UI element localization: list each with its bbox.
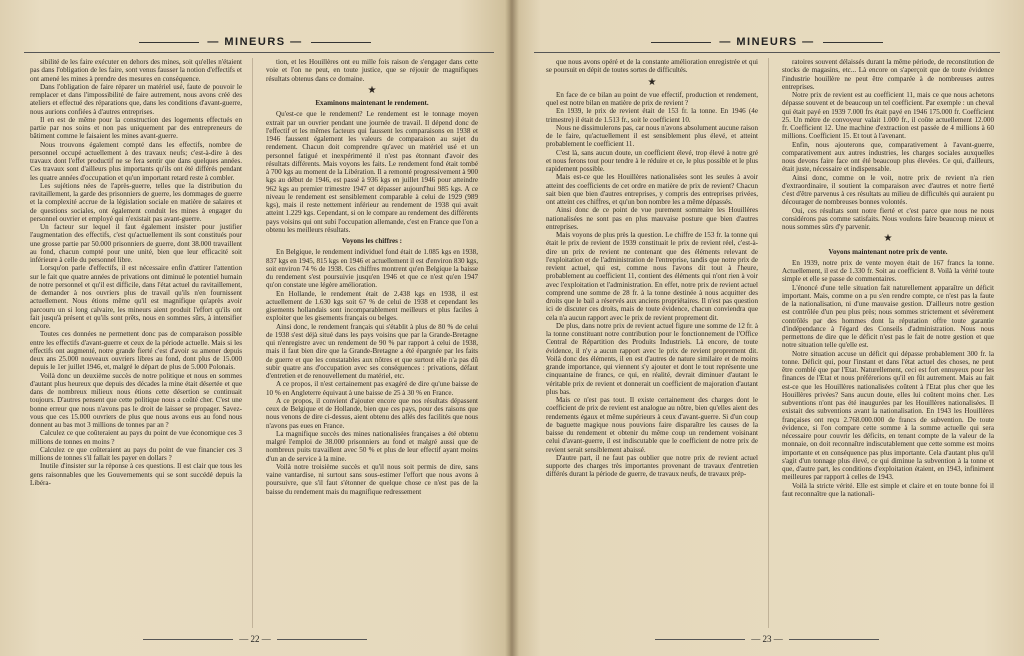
paragraph: Voyons les chiffres :: [341, 237, 403, 245]
paragraph: Voilà donc un deuxième succès de notre politique et nous en sommes d'autant plus heureux que depuis des décades la mine était désertée et que dans de nombreux milieux nous étions cette désertion se continuait toujours. D'autres pensent que cette politique nous a coûté cher. C'est une bonne erreur que nous n'avons pas le droit de laisser se propager. Savez-vous que ces 15.000 ouvriers de plus que nous avons eus au fond nous donnent au bas mot 3 millions de tonnes par an ?: [30, 371, 242, 429]
paragraph: Nous trouvons également compté dans les effectifs, nombre de personnel occupé actuellement à des travaux neufs; c'est-à-dire à des travaux dont l'effet productif ne se fera sentir que dans quelques années. Ces travaux sont d'ailleurs plus importants qu'ils ont été différés pendant les quatre années d'occupation et qu'un important retard reste à combler.: [30, 140, 242, 182]
paragraph: Ainsi donc, le rendement français qui s'établit à plus de 80 % de celui de 1938 s'est déjà situé dans les pays voisins que par la Grande-Bretagne qui n'enregistre avec un rendement de 90 % par rapport à celui de 1938, mais il faut bien dire que la Grande-Bretagne a été épargnée par les faits de guerre et que les constatables aux nôtres et que surtout elle n'a pas dû subir quatre ans d'occupation avec ses conséquences : privations, défaut d'entretien et de renouvellement du matériel, etc.: [266, 322, 478, 380]
paragraph: Dans l'obligation de faire réparer un matériel usé, faute de pouvoir le remplacer et dans l'impossibilité de faire autrement, nous avons créé des ateliers et effectué des réparations que, dans les conditions d'avant-guerre, nous aurions confiées à d'autres entreprises.: [30, 82, 242, 116]
paragraph: L'énoncé d'une telle situation fait naturellement apparaître un déficit important. Mais, comme on a pu s'en rendre compte, ce n'est pas la faute de la nationalisation, ni d'une mauvaise gestion. D'ailleurs notre gestion est contrôlée d'un peu plus près; nous sommes strictement et sévèrement contrôlés par des hommes dont la réputation offre toute garantie d'indépendance à l'égard des Conseils d'administration. Nous nous permettons de dire que le déficit n'est pas le fait de notre gestion et que notre situation telle qu'elle est.: [782, 283, 994, 350]
paragraph: C'est là, sans aucun doute, un coefficient élevé, trop élevé à notre gré et nous ferons tout pour tendre à le réduire et ce, le plus possible et le plus rapidement possible.: [546, 148, 758, 173]
paragraph: Voyons maintenant notre prix de vente.: [828, 247, 948, 256]
paragraph: Voilà notre troisième succès et qu'il nous soit permis de dire, sans vaine vantardise, ni surtout sans sous-estimer l'effort que nous avons à poursuivre, que s'il faut s'étonner de quelque chose ce n'est pas de la baisse du rendement mais du magnifique redressement: [266, 462, 478, 496]
paragraph: Voilà la stricte vérité. Elle est simple et claire et en toute bonne foi il faut reconnaître que la nationali-: [782, 481, 994, 498]
paragraph: que nous avons opéré et de la constante amélioration enregistrée et qui se poursuit en dépit de toutes sortes de difficultés.: [546, 58, 758, 75]
paragraph: Calculez ce que coûteraient au pays du point de vue financier ces 3 millions de tonnes s'il fallait les payer en dollars ?: [30, 445, 242, 462]
paragraph: ratoires souvent délaissés durant la même période, de reconstitution de stocks de magasins, etc... Là encore on s'aperçoit que de toute évidence l'industrie houillère ne peut être comparée à de nombreuses autres entreprises.: [782, 58, 994, 91]
paragraph: En 1939, le prix de revient était de 153 fr. la tonne. En 1946 (4e trimestre) il était de 1.513 fr., soit le coefficient 10.: [546, 107, 758, 124]
left-page: [0, 0, 510, 656]
section-star: ★: [883, 233, 893, 245]
paragraph: Ainsi donc, comme on le voit, notre prix de revient n'a rien d'extraordinaire, il soutient la comparaison avec d'autres et notre fierté c'est d'être parvenus à ces résultats au milieu de difficultés qui auraient pu décourager de nombreuses bonnes volontés.: [782, 173, 994, 207]
paragraph: En Hollande, le rendement était de 2.438 kgs en 1938, il est actuellement de 1.630 kgs soit 67 % de celui de 1938 et cependant les gisements hollandais sont incomparablement meilleurs et plus faciles à exploiter que les gisements français ou belges.: [266, 289, 478, 323]
paragraph: Inutile d'insister sur la réponse à ces questions. Il est clair que tous les gens raisonnables que les Gouvernements qui se sont succédé depuis la Libéra-: [30, 462, 242, 487]
book-gutter: [505, 0, 519, 656]
running-header: — MINEURS —: [0, 36, 510, 48]
paragraph: En 1939, notre prix de vente moyen était de 167 francs la tonne. Actuellement, il est de 1.330 fr. Soit au coefficient 8. Voilà la vérité toute simple et elle se passe de commentaires.: [782, 258, 994, 284]
paragraph: Calculez ce que coûteraient au pays du point de vue économique ces 3 millions de tonnes en moins ?: [30, 429, 242, 446]
paragraph: Les sujétions nées de l'après-guerre, telles que la distribution du ravitaillement, la garde des prisonniers de guerre, les dommages de guerre et la complexité accrue de la législation sociale en matière de salaires et de questions sociales, ont également conduit les mines à engager du personnel ouvrier et employé qui n'existait pas avant-guerre.: [30, 181, 242, 223]
paragraph: A ce propos, il convient d'ajouter encore que nos résultats dépassent ceux de Belgique et de Hollande, bien que ces pays, pour des raisons que nous venons de dire ci-dessus, aient obtenu des allés des facilités que nous n'avons pas eues en France.: [266, 396, 478, 430]
right-column-1: [546, 58, 758, 628]
paragraph: Toutes ces données ne permettent donc pas de comparaison possible entre les effectifs d'avant-guerre et ceux de la période actuelle. Mais si les effectifs ont augmenté, notre grande fierté c'est d'avoir su amener depuis deux ans 25.000 nouveaux ouvriers libres au fond, dont plus de 15.000 depuis le 1er juillet 1946, et, malgré le départ de plus de 5.000 Polonais.: [30, 330, 242, 372]
page-number: — 23 —: [510, 634, 1024, 644]
paragraph: Mais ce n'est pas tout. Il existe certainement des charges dont le coefficient de prix de revient est analogue au nôtre, bien qu'elles aient des rendements égaux et même supérieurs à ceux d'avant-guerre. Si d'un coup de baguette magique nous pouvions faire disparaître les causes de la baisse du rendement et obtenir du même coup un rendement voisinant celui d'avant-guerre, il est indiscutable que le coefficient de notre prix de revient serait sensiblement abaissé.: [546, 396, 758, 454]
paragraph: Un facteur sur lequel il faut également insister pour justifier l'augmentation des effectifs, c'est qu'actuellement ils sont constitués pour une grosse partie par 50.000 prisonniers de guerre, dont 38.000 travaillent au fond, chacun compté pour une unité, bien que leur efficacité soit inférieure à celle du personnel libre.: [30, 223, 242, 264]
paragraph: Il en est de même pour la construction des logements effectués en partie par nos soins et non pas uniquement par des entrepreneurs de bâtiment comme le faisaient les mines avant-guerre.: [30, 115, 242, 141]
paragraph: sibilité de les faire exécuter en dehors des mines, soit qu'elles n'étaient pas dans l'obligation de les faire, sont venus fausser la notion d'effectifs et ont amené les mines à prendre des mesures en conséquence.: [30, 58, 242, 83]
column-divider: [768, 58, 769, 628]
paragraph: Oui, ces résultats sont notre fierté et c'est parce que nous ne nous considérons pas comme satisfaits. Nous voulons faire beaucoup mieux et nous sommes sûrs d'y parvenir.: [782, 206, 994, 231]
header-rule: [24, 52, 494, 53]
section-star: ★: [647, 76, 657, 88]
header-rule: [534, 52, 1000, 53]
paragraph: D'autre part, il ne faut pas oublier que notre prix de revient actuel supporte des charges très importantes provenant de travaux d'entretien différés durant la période de guerre, de travaux neufs, de travaux prép-: [546, 453, 758, 479]
right-column-2: [782, 58, 994, 628]
paragraph: A ce propos, il n'est certainement pas exagéré de dire qu'une baisse de 10 % en Angleterre équivaut à une baisse de 25 à 30 % en France.: [266, 380, 478, 397]
paragraph: Mais est-ce que les Houillères nationalisées sont les seules à avoir atteint des coefficients de cet ordre en matière de prix de revient? Chacun sait bien que bien d'autres entreprises, y compris des entreprises privées, ont atteint ces chiffres, et qu'un bon nombre les a même dépassés.: [546, 173, 758, 206]
column-divider: [252, 58, 253, 628]
section-star: ★: [367, 84, 377, 96]
left-column-2: [266, 58, 478, 628]
paragraph: Notre prix de revient est au coefficient 11, mais ce que nous achetons dépasse souvent et de beaucoup un tel coefficient. Par exemple : un cheval qui était payé en 1939 7.000 frs était payé en 1946 175.000 fr. Coefficient 25. Un mètre de convoyeur valait 1.000 fr., il coûte actuellement 12.000 fr. Coefficient 12. Une machine d'extraction est passée de 4 millions à 60 millions. Coefficient 15. Et tout à l'avenant.: [782, 91, 994, 141]
page-number: — 22 —: [0, 634, 510, 644]
paragraph: tion, et les Houillères ont eu mille fois raison de s'engager dans cette voie et l'on ne peut, en toute justice, que se réjouir de magnifiques résultats obtenus dans ce domaine.: [266, 58, 478, 83]
paragraph: En face de ce bilan au point de vue effectif, production et rendement, quel est notre bilan en matière de prix de revient ?: [546, 90, 758, 107]
paragraph: Lorsqu'on parle d'effectifs, il est nécessaire enfin d'attirer l'attention sur le fait que quatre années de privations ont diminué le potentiel humain de notre personnel et qu'il est difficile, dans l'état actuel du ravitaillement, de demander à nos ouvriers plus de travail qu'ils n'en fournissent actuellement. Nous étions même qu'il est magnifique qu'après avoir parcouru un si long calvaire, les mineurs aient produit l'effort qu'ils ont fait jusqu'à présent et qu'ils sont prêts, nous en sommes sûrs, à intensifier encore.: [30, 264, 242, 330]
paragraph: En Belgique, le rendement individuel fond était de 1.085 kgs en 1938, 837 kgs en 1945, 815 kgs en 1946 et actuellement il est d'environ 830 kgs, soit environ 74 % de 1938. Ces chiffres montrent qu'en Belgique la baisse du rendement s'est poursuivie jusqu'en 1946 et que ce n'est qu'en 1947 qu'on constate une légère amélioration.: [266, 248, 478, 290]
paragraph: Enfin, nous ajouterons que, comparativement à l'avant-guerre, comparativement aux autres industries, les charges sociales auxquelles nous devons faire face ont été beaucoup plus élevées. Ce qui, d'ailleurs, était juste, nécessaire et indispensable.: [782, 140, 994, 174]
running-header: — MINEURS —: [510, 36, 1024, 48]
paragraph: De plus, dans notre prix de revient actuel figure une somme de 12 fr. à la tonne constituant notre contribution pour le fonctionnement de l'Office Central de Répartition des Produits Industriels. Là encore, de toute évidence, il n'y a aucun rapport avec le prix de revient proprement dit. Voilà donc des éléments, il en est d'autres de nature similaire et de moins grande importance, qui viennent s'y ajouter et dont le tout représente une cinquantaine de francs, ce qui, en réalité, devrait diminuer d'autant le véritable prix de revient et donnerait un coefficient de majoration d'autant plus bas.: [546, 321, 758, 396]
paragraph: Ainsi donc de ce point de vue purement sommaire les Houillères nationalisées ne sont pas en plus mauvaise posture que bien d'autres entreprises.: [546, 206, 758, 231]
paragraph: Notre situation accuse un déficit qui dépasse probablement 300 fr. la tonne. Déficit qui, pour l'instant et dans l'état actuel des choses, ne peut être comblé que par l'Etat. Naturellement, ceci est fort ennuyeux pour les finances de l'Etat et nous préférerions qu'il en fût autrement. Mais au fait est-ce que les Houillères nationalisées coûtent à l'Etat plus cher que les Houillères privées? Sans aucun doute, elles lui coûtent moins cher. Les subventions n'ont pas été inaugurées par les Houillères nationalisées. Il existait des subventions avant la nationalisation. En 1943 les Houillères françaises ont reçu 2.768.000.000 de francs de subvention. De toute évidence, si l'on compare cette somme à la somme actuelle qui sera nécessaire pour couvrir les déficits, en tenant compte de la valeur de la monnaie, on doit reconnaître indiscutablement que cette somme est moins importante et en conséquence pas plus importante. Cela d'autant plus qu'il s'agit d'un tonnage plus élevé, ce qui diminue la subvention à la tonne et que, d'autre part, les conditions d'exploitation étaient, en 1943, infiniment meilleures par rapport à celles de 1943.: [782, 349, 994, 482]
paragraph: Examinons maintenant le rendement.: [315, 99, 429, 107]
paragraph: Nous ne dissimulerons pas, car nous n'avons absolument aucune raison de le faire, qu'actuellement il est sensiblement plus élevé, et atteint probablement le coefficient 11.: [546, 123, 758, 149]
paragraph: Qu'est-ce que le rendement? Le rendement est le tonnage moyen extrait par un ouvrier pendant une journée de travail. Il dépend donc de l'effectif et les mêmes facteurs qui faussent les comparaisons en 1938 et 1946 faussent également les valeurs de comparaison au sujet du rendement. Chacun doit comprendre qu'avec un matériel usé et un personnel fatigué et inexpérimenté il n'est pas étonnant d'avoir des résultats différents. Mais voyons les faits. Le rendement fond était tombé à 700 kgs au moment de la Libération. Il a remonté progressivement à 900 kgs au début de 1946, est passé à 936 kgs en juillet 1946 pour atteindre 962 kgs au premier trimestre 1947 et dépasser aujourd'hui 985 kgs. A ce niveau le rendement est sensiblement comparable à celui de 1929 (989 kgs), mais il reste nettement inférieur au rendement de 1938 qui avait atteint 1.229 kgs. Cependant, si on le compare au rendement des différents pays voisins qui ont subi l'occupation allemande, c'est en France que l'on a obtenu les meilleurs résultats.: [266, 110, 478, 234]
paragraph: Mais voyons de plus près la question. Le chiffre de 153 fr. la tonne qui était le prix de revient de 1939 constituait le prix de revient réel, c'est-à-dire un prix de revient ne contenant que des éléments relevant de l'exploitation et de l'administration de l'entreprise, tandis que notre prix de revient actuel, qui est, comme nous l'avons dit tout à l'heure, probablement au coefficient 11, contient des éléments qui n'ont rien à voir avec l'exploitation et l'administration. En effet, notre prix de revient actuel comprend une somme de 28 fr. à la tonne destinée à nous acquitter des droits que le bail a réservés aux anciens propriétaires. Il n'est pas question ici de discuter ces droits, mais de toute évidence, chacun conviendra que cela n'a aucun rapport avec le prix de revient proprement dit.: [546, 231, 758, 322]
right-page: [510, 0, 1024, 656]
left-column-1: [30, 58, 242, 628]
paragraph: La magnifique succès des mines nationalisées françaises a été obtenu malgré l'emploi de 38.000 prisonniers au fond et malgré aussi que de nombreux puits travaillent avec 50 % et plus de leur effectif ayant moins d'un an de service à la mine.: [266, 429, 478, 463]
